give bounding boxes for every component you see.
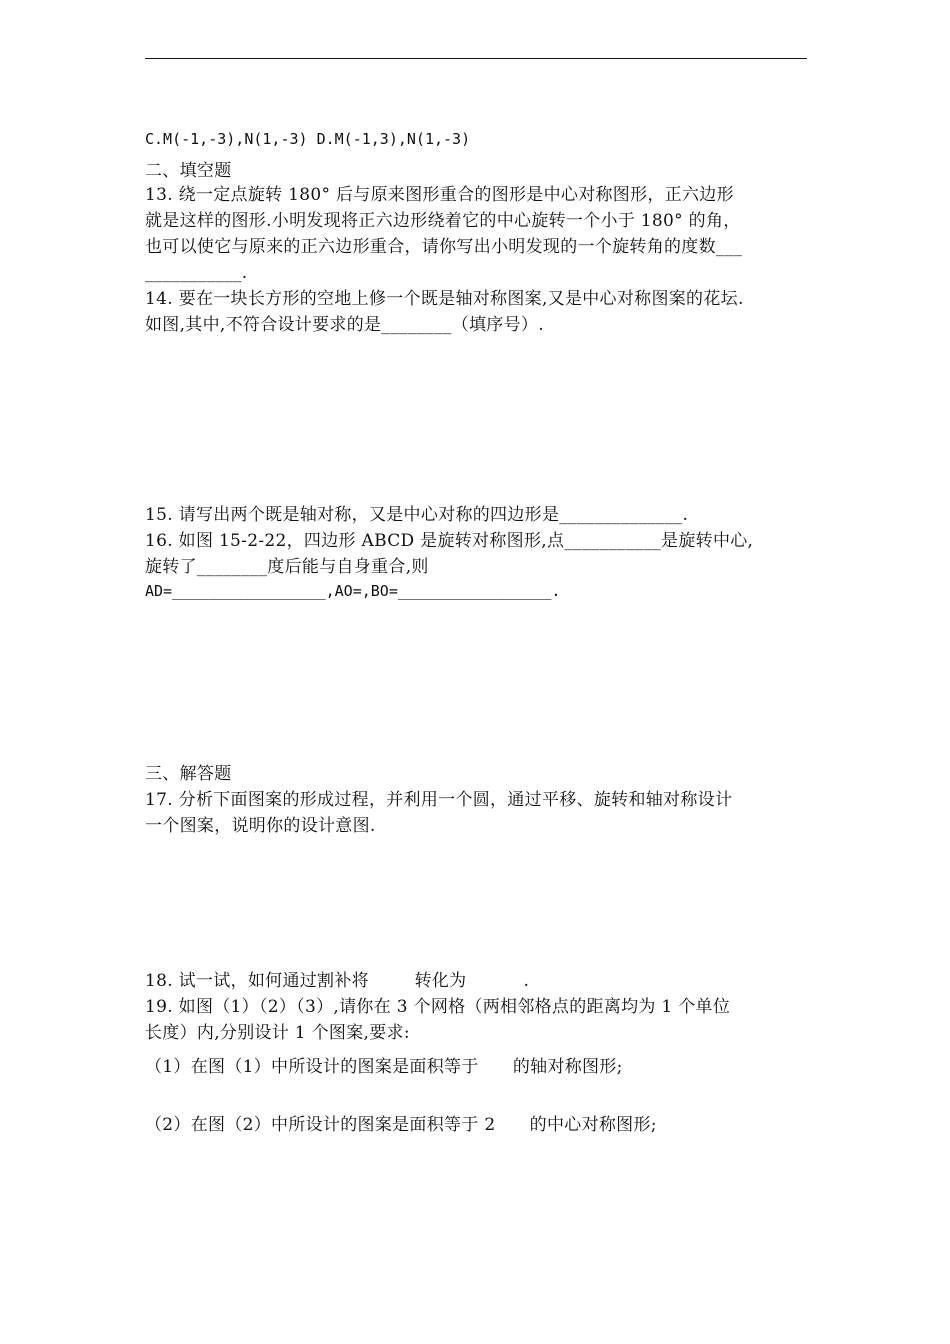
question-16-line-1: 16. 如图 15-2-22，四边形 ABCD 是旋转对称图形,点___________是旋转中心, [145, 531, 754, 551]
section-fill-in-heading: 二、填空题 [145, 161, 232, 181]
question-17-line-2: 一个图案，说明你的设计意图. [145, 816, 376, 836]
question-14-line-2: 如图,其中,不符合设计要求的是________（填序号）. [145, 315, 544, 335]
question-17-line-1: 17. 分析下面图案的形成过程，并利用一个圆，通过平移、旋转和轴对称设计 [145, 790, 733, 810]
question-19-line-1: 19. 如图（1）（2）（3）,请你在 3 个网格（两相邻格点的距离均为 1 个单位 [145, 997, 731, 1017]
question-13-line-4: ___________. [145, 263, 248, 283]
header-rule [145, 58, 807, 59]
question-19-line-4: （2）在图（2）中所设计的图案是面积等于 2 的中心对称图形; [145, 1115, 657, 1135]
question-14-line-1: 14. 要在一块长方形的空地上修一个既是轴对称图案,又是中心对称图案的花坛. [145, 289, 744, 309]
question-13-line-3: 也可以使它与原来的正六边形重合，请你写出小明发现的一个旋转角的度数___ [145, 237, 743, 257]
question-19-line-2: 长度）内,分别设计 1 个图案,要求: [145, 1023, 410, 1043]
question-19-line-3: （1）在图（1）中所设计的图案是面积等于 的轴对称图形; [145, 1057, 623, 1077]
question-13-line-2: 就是这样的图形.小明发现将正六边形绕着它的中心旋转一个小于 180° 的角， [145, 211, 741, 231]
question-13-line-1: 13. 绕一定点旋转 180° 后与原来图形重合的图形是中心对称图形，正六边形 [145, 185, 734, 205]
question-18-line-1: 18. 试一试，如何通过割补将 转化为 . [145, 971, 530, 991]
choice-continuation: C.M(-1,-3),N(1,-3) D.M(-1,3),N(1,-3) [145, 130, 471, 148]
question-16-line-2: 旋转了________度后能与自身重合,则 [145, 557, 429, 577]
section-answer-heading: 三、解答题 [145, 764, 232, 784]
question-16-line-3: AD=_________________,AO=,BO=_________________. [145, 582, 561, 600]
question-15-line-1: 15. 请写出两个既是轴对称，又是中心对称的四边形是______________. [145, 505, 689, 525]
